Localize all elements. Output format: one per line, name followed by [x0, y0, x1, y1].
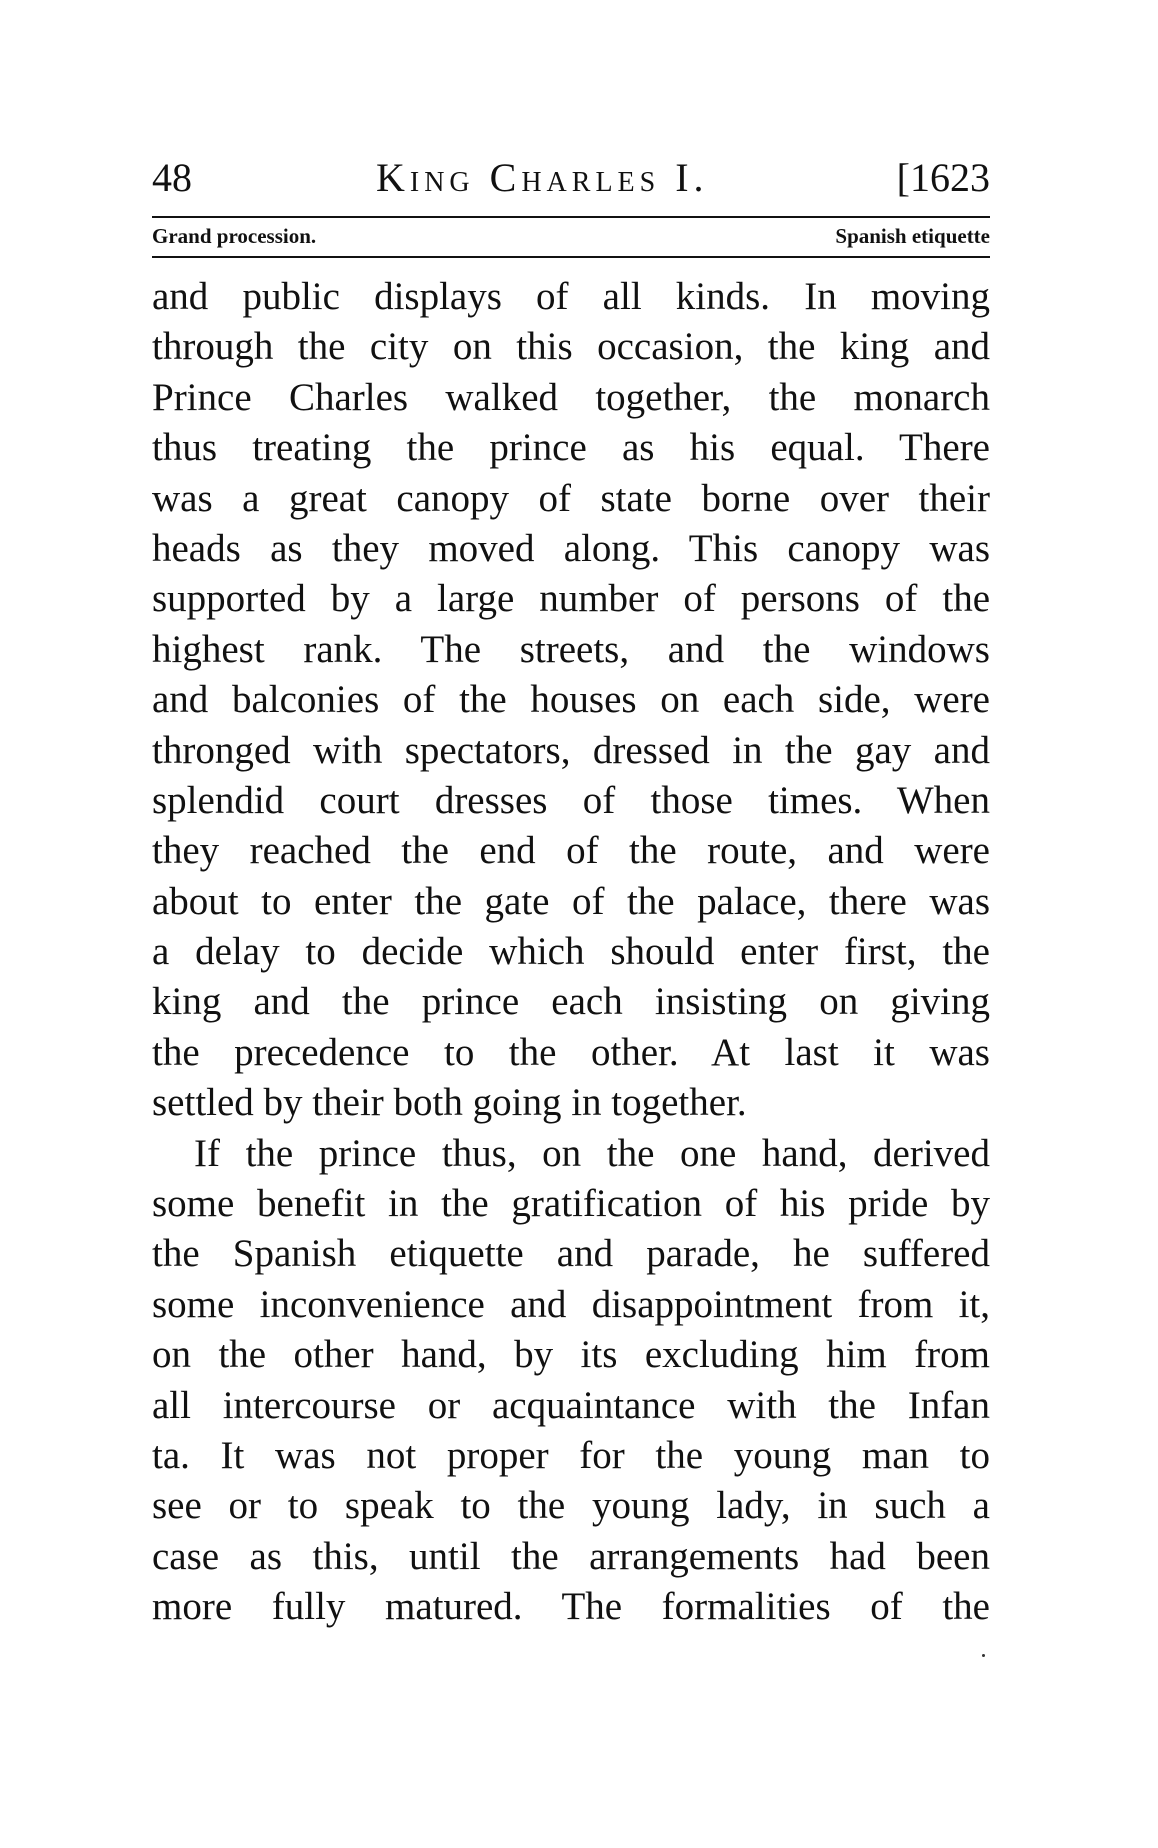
running-title: King Charles I. — [376, 155, 709, 200]
page-number: 48 — [152, 155, 192, 200]
text-line: more fully matured. The formalities of the — [152, 1585, 990, 1629]
text-line: case as this, until the arrangements had been — [152, 1534, 990, 1578]
marginal-heading-left: Grand procession. — [152, 224, 317, 248]
running-head — [152, 148, 990, 208]
text-line: highest rank. The streets, and the windows — [152, 627, 990, 671]
text-line-paragraph-end: settled by their both going in together. — [152, 1081, 747, 1125]
text-line: see or to speak to the young lady, in such a — [152, 1484, 990, 1528]
text-line: the precedence to the other. At last it was — [152, 1030, 990, 1074]
text-line: the Spanish etiquette and parade, he suffered — [152, 1232, 990, 1276]
text-line: through the city on this occasion, the king and — [152, 325, 990, 369]
text-line: thus treating the prince as his equal. There — [152, 426, 990, 470]
header-rule-bottom — [152, 256, 990, 258]
text-line: on the other hand, by its excluding him from — [152, 1333, 990, 1377]
running-year: [1623 — [896, 155, 990, 200]
text-line: king and the prince each insisting on giving — [152, 980, 990, 1024]
text-line: about to enter the gate of the palace, there was — [152, 879, 990, 923]
text-line: and balconies of the houses on each side, were — [152, 678, 990, 722]
text-line: they reached the end of the route, and were — [152, 829, 990, 873]
text-line: heads as they moved along. This canopy was — [152, 526, 990, 570]
text-line: Prince Charles walked together, the monarch — [152, 375, 990, 419]
text-line: all intercourse or acquaintance with the Infan — [152, 1383, 990, 1427]
body-text — [152, 272, 990, 1633]
marginal-headings — [152, 218, 990, 254]
text-line: supported by a large number of persons of the — [152, 577, 990, 621]
text-line: some benefit in the gratification of his pride by — [152, 1182, 990, 1226]
text-line: was a great canopy of state borne over their — [152, 476, 990, 520]
text-line: a delay to decide which should enter first, the — [152, 930, 990, 974]
text-line: some inconvenience and disappointment from it, — [152, 1282, 990, 1326]
text-line-paragraph-start: If the prince thus, on the one hand, derived — [194, 1131, 990, 1175]
text-line: ta. It was not proper for the young man to — [152, 1433, 990, 1477]
marginal-heading-right: Spanish etiquette — [835, 224, 990, 248]
text-line: and public displays of all kinds. In moving — [152, 275, 990, 318]
text-line: thronged with spectators, dressed in the gay and — [152, 728, 990, 772]
text-line: splendid court dresses of those times. When — [152, 778, 990, 822]
print-speck — [982, 1654, 985, 1657]
